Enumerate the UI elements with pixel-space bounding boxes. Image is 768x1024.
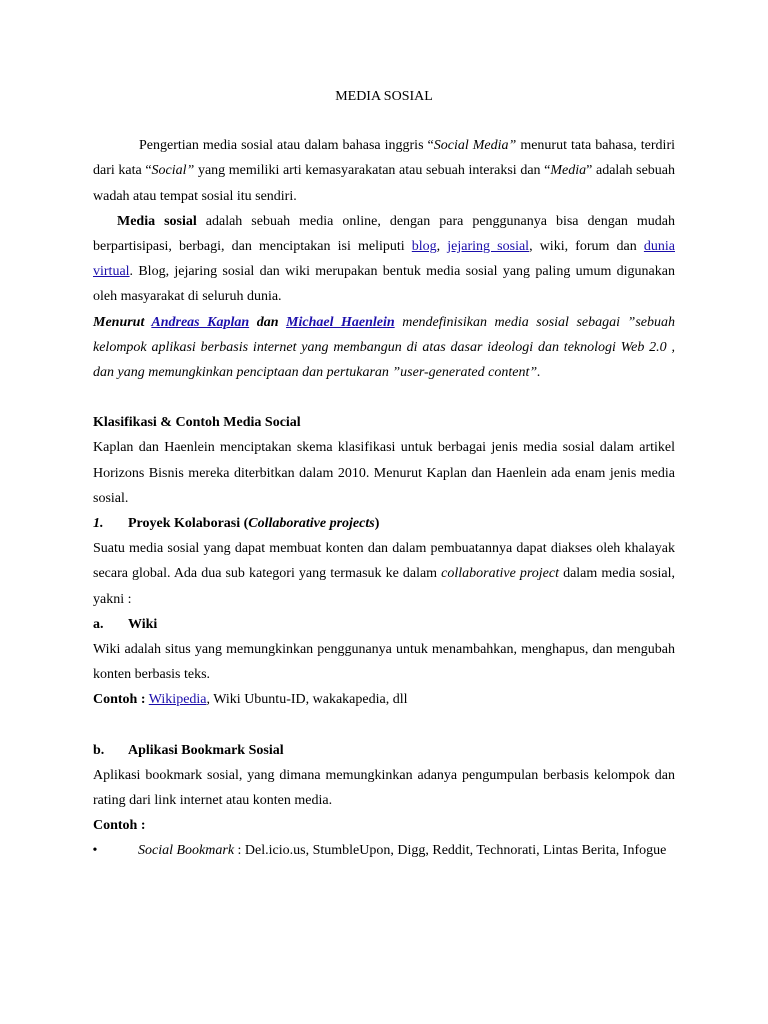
- paragraph-wiki: Wiki adalah situs yang memungkinkan penggunanya untuk menambahkan, menghapus, dan mengubah konten berbasis teks.: [93, 642, 675, 683]
- paragraph-definition: [93, 133, 675, 209]
- bold-run: Media sosial: [117, 213, 197, 229]
- sub-heading-b: [93, 738, 675, 763]
- text-run: Pengertian media sosial atau dalam bahasa inggris “: [139, 138, 434, 154]
- sub-heading-a: [93, 612, 675, 637]
- blank-line: [93, 713, 675, 738]
- paragraph-bookmark: Aplikasi bookmark sosial, yang dimana memungkinkan adanya pengumpulan berbasis kelompok dan rating dari link internet atau konten media.: [93, 767, 675, 809]
- list-letter: a.: [93, 616, 104, 632]
- page-title: MEDIA SOSIAL: [335, 89, 433, 104]
- bullet-text: [113, 838, 675, 863]
- italic-run: mendefinisikan media sosial sebagai ”sebuah kelompok aplikasi berbasis internet yang membangun di atas dasar ideologi dan teknologi Web 2.0 , dan yang memungkinkan penciptaan dan pertukaran ”user-generated content”.: [93, 314, 675, 381]
- section-heading: Klasifikasi & Contoh Media Social: [93, 415, 301, 431]
- paragraph-kaplan-haenlein: [93, 310, 675, 386]
- link-wikipedia[interactable]: Wikipedia: [148, 692, 207, 708]
- italic-run: Social”: [151, 163, 195, 179]
- document-body: [93, 84, 675, 864]
- text-run: Suatu media sosial yang dapat membuat konten dan dalam pembuatannya dapat diakses oleh khalayak secara global. Ada dua sub kategori yang termasuk ke dalam: [93, 541, 675, 582]
- paragraph-klasifikasi: Kaplan dan Haenlein menciptakan skema klasifikasi untuk berbagai jenis media sosial dalam artikel Horizons Bisnis mereka diterbitkan dalam 2010. Menurut Kaplan dan Haenlein ada enam jenis media sosial.: [93, 440, 675, 506]
- text-run: ” adalah sebuah wadah atau tempat sosial itu sendiri.: [93, 163, 676, 204]
- text-run: : Del.icio.us, StumbleUpon, Digg, Reddit, Technorati, Lintas Berita, Infogue: [234, 843, 667, 859]
- italic-run: Media: [550, 163, 587, 179]
- list-number: 1.: [93, 516, 104, 532]
- contoh-wiki: [93, 687, 675, 712]
- text-run: dalam media sosial, yakni :: [93, 566, 675, 607]
- link-michael-haenlein[interactable]: Michael Haenlein: [286, 314, 395, 330]
- link-jejaring-sosial[interactable]: jejaring sosial: [447, 239, 530, 255]
- bullet-item: [93, 838, 675, 863]
- text-run: ,: [436, 239, 448, 255]
- text-run: Proyek Kolaborasi (: [128, 516, 249, 532]
- contoh-label: Contoh :: [93, 692, 146, 708]
- text-run: menurut tata bahasa, terdiri dari kata “: [93, 138, 676, 179]
- paragraph-proyek-kolaborasi: [93, 536, 675, 612]
- bullet-icon: •: [92, 843, 98, 859]
- link-dunia-virtual[interactable]: dunia virtual: [93, 239, 675, 280]
- text-run: , Wiki Ubuntu-ID, wakakapedia, dll: [206, 692, 408, 708]
- italic-run: Social Bookmark: [138, 843, 235, 859]
- list-item-heading-1: [93, 511, 675, 536]
- text-run: ): [374, 516, 380, 532]
- blank-line: [93, 385, 675, 410]
- list-item-label: [128, 511, 379, 536]
- list-item-label: Aplikasi Bookmark Sosial: [128, 742, 284, 758]
- bold-italic-run: Menurut: [93, 314, 152, 330]
- text-run: , wiki, forum dan: [529, 239, 644, 255]
- text-run: adalah sebuah media online, dengan para penggunanya bisa dengan mudah berpartisipasi, berbagi, dan menciptakan isi meliputi: [93, 213, 676, 255]
- list-item-label: Wiki: [128, 616, 158, 632]
- text-run: yang memiliki arti kemasyarakatan atau sebuah interaksi dan “: [194, 163, 551, 179]
- text-run: . Blog, jejaring sosial dan wiki merupakan bentuk media sosial yang paling umum digunakan oleh masyarakat di seluruh dunia.: [93, 264, 675, 305]
- list-letter: b.: [93, 742, 105, 758]
- contoh-bookmark-label: Contoh :: [93, 818, 146, 834]
- paragraph-media-sosial: [93, 209, 675, 310]
- bold-italic-run: dan: [249, 314, 287, 330]
- link-blog[interactable]: blog: [411, 239, 437, 255]
- italic-run: collaborative project: [441, 566, 559, 582]
- italic-run: Collaborative projects: [248, 516, 375, 532]
- link-andreas-kaplan[interactable]: Andreas Kaplan: [151, 314, 250, 330]
- italic-run: Social Media”: [433, 138, 517, 154]
